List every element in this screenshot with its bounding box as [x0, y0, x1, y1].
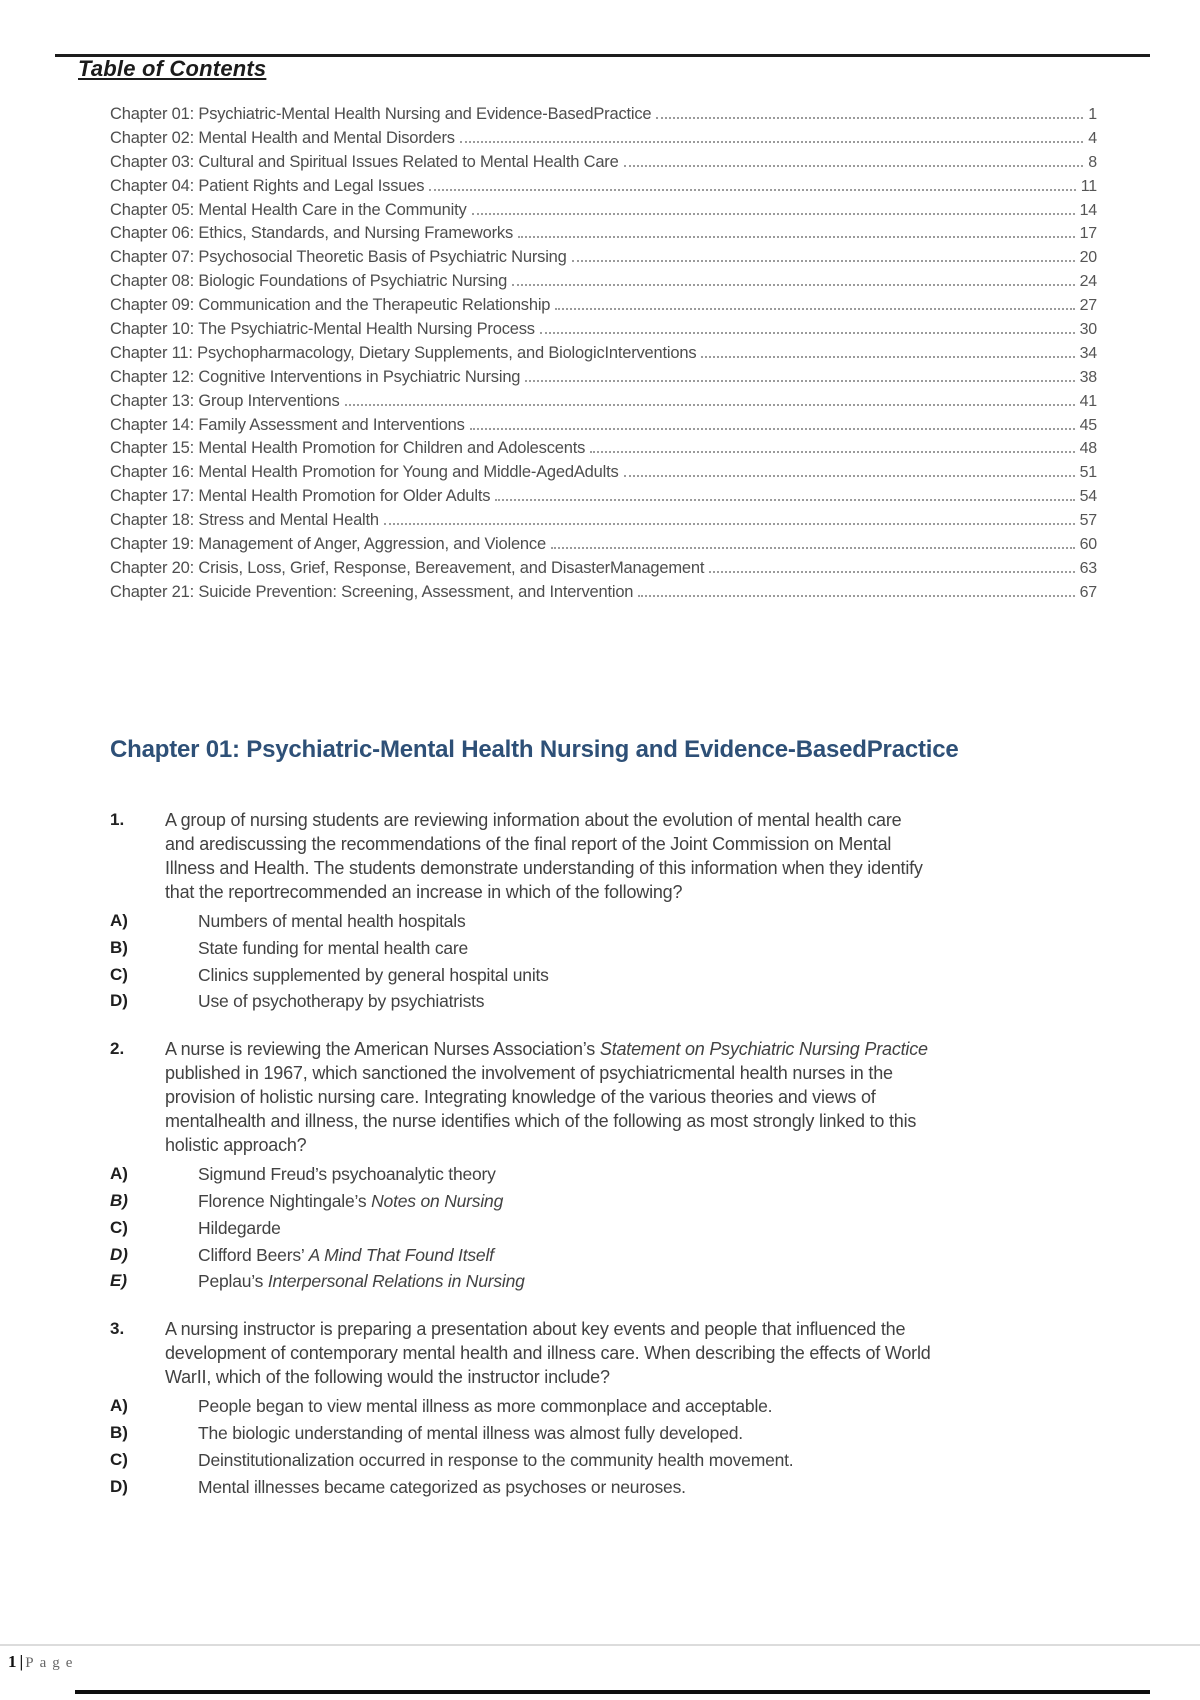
toc-entry-label: Chapter 14: Family Assessment and Interventions — [110, 415, 465, 434]
toc-entry — [110, 511, 1097, 535]
option-text-segment: State funding for mental health care — [198, 937, 469, 958]
option-text-segment: The biologic understanding of mental illness was almost fully developed. — [198, 1422, 743, 1443]
option-text-segment: Clinics supplemented by general hospital units — [198, 964, 549, 985]
toc-entry-label: Chapter 09: Communication and the Therapeutic Relationship — [110, 296, 551, 315]
answer-option — [110, 1242, 1010, 1269]
answer-option — [110, 935, 1010, 962]
question-text-segment: A group of nursing students are reviewing information about the evolution of mental health care and arediscussing the recommendations of the final report of the Joint Commission on Mental Illness and Health. The students demonstrate understanding of this information when they identify that the reportrecommended an increase in which of the following? — [165, 810, 923, 902]
toc-entry-page: 1 — [1088, 106, 1097, 123]
toc-dot-leader — [460, 141, 1083, 143]
toc-entry — [110, 487, 1097, 511]
toc-entry — [110, 153, 1097, 177]
toc-entry-label: Chapter 05: Mental Health Care in the Community — [110, 200, 467, 219]
toc-entry-page: 14 — [1079, 201, 1097, 219]
answer-options — [110, 908, 1010, 1015]
option-letter: D) — [110, 1244, 128, 1264]
option-letter: A) — [110, 1164, 128, 1184]
toc-dot-leader — [518, 236, 1075, 238]
toc-entry-label: Chapter 01: Psychiatric-Mental Health Nursing and Evidence-BasedPractice — [110, 105, 652, 123]
option-text-segment: Hildegarde — [198, 1217, 281, 1238]
option-letter: C) — [110, 964, 128, 984]
option-letter: D) — [110, 991, 128, 1011]
toc-entry-page: 63 — [1079, 559, 1097, 577]
toc-entry-label: Chapter 20: Crisis, Loss, Grief, Response, Bereavement, and DisasterManagement — [110, 558, 705, 577]
option-text — [198, 1242, 494, 1269]
footer-separator: | — [19, 1652, 24, 1671]
toc-entry-page: 54 — [1079, 488, 1097, 506]
toc-entry-page: 51 — [1079, 464, 1097, 482]
option-letter: C) — [110, 1217, 128, 1237]
toc-entry — [110, 296, 1097, 320]
option-text-segment: Interpersonal Relations in Nursing — [267, 1271, 525, 1292]
toc-entry-page: 34 — [1079, 344, 1097, 362]
toc-dot-leader — [656, 117, 1083, 119]
toc-dot-leader — [551, 547, 1075, 549]
option-text-segment: Clifford Beers’ — [198, 1244, 309, 1265]
question-number: 3. — [110, 1319, 125, 1339]
option-text-segment: Florence Nightingale’s — [198, 1190, 372, 1211]
toc-dot-leader — [709, 571, 1074, 573]
toc-entry — [110, 583, 1097, 607]
toc-dot-leader — [624, 475, 1075, 477]
question-number: 2. — [110, 1039, 125, 1059]
toc-dot-leader — [429, 189, 1076, 191]
answer-option — [110, 1474, 1010, 1501]
toc-entry — [110, 129, 1097, 153]
answer-option — [110, 1393, 1010, 1420]
toc-entry — [110, 224, 1097, 248]
toc-entry-page: 24 — [1079, 273, 1097, 291]
option-text — [198, 1393, 772, 1420]
option-text-segment: Numbers of mental health hospitals — [198, 911, 466, 931]
page-footer — [8, 1652, 78, 1672]
toc-entry — [110, 416, 1097, 440]
question-text — [165, 1037, 935, 1157]
toc-entry-page: 38 — [1079, 368, 1097, 386]
option-text-segment: Sigmund Freud’s psychoanalytic theory — [198, 1164, 496, 1185]
answer-option — [110, 1215, 1010, 1242]
option-letter: B) — [110, 1190, 128, 1210]
option-text — [198, 1447, 793, 1474]
answer-option — [110, 908, 1010, 935]
toc-dot-leader — [512, 284, 1074, 286]
footer-divider — [0, 1644, 1200, 1646]
toc-entry-label: Chapter 04: Patient Rights and Legal Issues — [110, 176, 425, 195]
toc-dot-leader — [384, 523, 1075, 525]
answer-option — [110, 1188, 1010, 1215]
option-text — [198, 1268, 525, 1295]
question-list — [110, 808, 1010, 1522]
toc-dot-leader — [540, 332, 1075, 334]
option-letter: E) — [110, 1271, 127, 1291]
toc-entry-label: Chapter 11: Psychopharmacology, Dietary Supplements, and BiologicInterventions — [110, 343, 697, 362]
footer-page-number: 1 — [8, 1652, 17, 1671]
option-letter: B) — [110, 937, 128, 957]
answer-option — [110, 1420, 1010, 1447]
option-letter: A) — [110, 911, 128, 930]
toc-entry-page: 41 — [1079, 392, 1097, 410]
toc-entry — [110, 392, 1097, 416]
toc-entry-label: Chapter 02: Mental Health and Mental Disorders — [110, 128, 455, 147]
question-item — [110, 1317, 1010, 1500]
toc-entry-label: Chapter 16: Mental Health Promotion for Young and Middle-AgedAdults — [110, 463, 619, 482]
option-text — [198, 935, 468, 962]
option-text — [198, 908, 466, 935]
answer-option — [110, 962, 1010, 989]
toc-entry — [110, 463, 1097, 487]
toc-dot-leader — [624, 165, 1084, 167]
option-text-segment: Mental illnesses became categorized as psychoses or neuroses. — [198, 1476, 686, 1497]
toc-entry — [110, 535, 1097, 559]
toc-entry-label: Chapter 18: Stress and Mental Health — [110, 511, 379, 530]
toc-entry-label: Chapter 17: Mental Health Promotion for Older Adults — [110, 487, 491, 506]
toc-entry-label: Chapter 13: Group Interventions — [110, 391, 340, 410]
toc-dot-leader — [555, 308, 1074, 310]
toc-entry-label: Chapter 10: The Psychiatric-Mental Health Nursing Process — [110, 320, 535, 339]
toc-entry — [110, 368, 1097, 392]
toc-entry — [110, 248, 1097, 272]
toc-entry-page: 27 — [1079, 297, 1097, 315]
question-text-segment: Statement on Psychiatric Nursing Practice — [599, 1039, 928, 1060]
toc-dot-leader — [495, 499, 1074, 501]
option-text — [198, 988, 484, 1015]
option-text — [198, 1474, 686, 1501]
toc-entry-label: Chapter 21: Suicide Prevention: Screening, Assessment, and Intervention — [110, 582, 634, 601]
answer-option — [110, 1447, 1010, 1474]
option-letter: D) — [110, 1476, 128, 1496]
question-number: 1. — [110, 810, 125, 829]
option-letter: A) — [110, 1396, 128, 1416]
toc-entry — [110, 344, 1097, 368]
toc-entry-page: 48 — [1079, 440, 1097, 458]
toc-entry — [110, 439, 1097, 463]
option-text — [198, 1420, 743, 1447]
chapter-title: Chapter 01: Psychiatric-Mental Health Nursing and Evidence-BasedPractice — [110, 736, 959, 763]
toc-entry-page: 20 — [1079, 249, 1097, 267]
answer-option — [110, 988, 1010, 1015]
toc-entry — [110, 177, 1097, 201]
toc-dot-leader — [638, 595, 1074, 597]
toc-entry — [110, 105, 1097, 129]
toc-entry-page: 11 — [1080, 177, 1097, 195]
option-text — [198, 1215, 281, 1242]
toc-entry-label: Chapter 12: Cognitive Interventions in Psychiatric Nursing — [110, 367, 521, 386]
question-text — [165, 1317, 935, 1389]
footer-page-word: Page — [25, 1655, 79, 1671]
option-letter: B) — [110, 1422, 128, 1442]
question-text-segment: A nurse is reviewing the American Nurses Association’s — [165, 1039, 600, 1060]
toc-entry-page: 67 — [1079, 583, 1097, 601]
toc-entry-label: Chapter 08: Biologic Foundations of Psychiatric Nursing — [110, 272, 508, 291]
toc-dot-leader — [470, 428, 1075, 430]
toc-dot-leader — [572, 260, 1075, 262]
option-letter: C) — [110, 1449, 128, 1469]
table-of-contents — [110, 105, 1097, 607]
toc-entry — [110, 272, 1097, 296]
toc-dot-leader — [345, 404, 1075, 406]
answer-options — [110, 1161, 1010, 1295]
answer-option — [110, 1268, 1010, 1295]
toc-dot-leader — [472, 213, 1075, 215]
question-item — [110, 808, 1010, 1015]
bottom-divider — [75, 1690, 1150, 1694]
toc-entry-page: 60 — [1079, 536, 1097, 554]
option-text-segment: People began to view mental illness as more commonplace and acceptable. — [198, 1396, 773, 1417]
toc-entry-label: Chapter 06: Ethics, Standards, and Nursing Frameworks — [110, 224, 514, 243]
option-text-segment: A Mind That Found Itself — [308, 1244, 494, 1265]
option-text — [198, 1188, 503, 1215]
option-text-segment: Peplau’s — [198, 1271, 268, 1292]
option-text-segment: Use of psychotherapy by psychiatrists — [198, 991, 485, 1012]
toc-entry-page: 8 — [1088, 153, 1097, 171]
question-text — [165, 808, 935, 904]
question-text-segment: A nursing instructor is preparing a presentation about key events and people that influenced the development of contemporary mental health and illness care. When describing the effects of World WarII, which of the following would the instructor include? — [165, 1319, 931, 1388]
toc-entry-label: Chapter 07: Psychosocial Theoretic Basis of Psychiatric Nursing — [110, 248, 567, 267]
toc-dot-leader — [525, 380, 1074, 382]
toc-entry — [110, 559, 1097, 583]
toc-entry — [110, 201, 1097, 225]
answer-options — [110, 1393, 1010, 1500]
toc-entry — [110, 320, 1097, 344]
toc-entry-page: 4 — [1088, 129, 1097, 147]
toc-entry-label: Chapter 03: Cultural and Spiritual Issues Related to Mental Health Care — [110, 152, 619, 171]
toc-dot-leader — [701, 356, 1074, 358]
toc-entry-page: 30 — [1079, 321, 1097, 339]
option-text — [198, 962, 549, 989]
toc-entry-page: 57 — [1079, 512, 1097, 530]
option-text-segment: Notes on Nursing — [371, 1190, 504, 1211]
toc-title: Table of Contents — [78, 56, 267, 81]
option-text — [198, 1161, 496, 1188]
toc-entry-label: Chapter 15: Mental Health Promotion for Children and Adolescents — [110, 439, 586, 458]
toc-dot-leader — [590, 451, 1074, 453]
toc-entry-page: 17 — [1079, 225, 1097, 243]
answer-option — [110, 1161, 1010, 1188]
question-text-segment: published in 1967, which sanctioned the involvement of psychiatricmental health nurses in the provision of holistic nursing care. Integrating knowledge of the various theories and views of mentalhealth and illness, the nurse identifies which of the following as most strongly linked to this holistic approach? — [165, 1063, 917, 1156]
toc-entry-page: 45 — [1079, 416, 1097, 434]
toc-entry-label: Chapter 19: Management of Anger, Aggression, and Violence — [110, 535, 546, 554]
option-text-segment: Deinstitutionalization occurred in response to the community health movement. — [198, 1449, 794, 1470]
question-item — [110, 1037, 1010, 1295]
